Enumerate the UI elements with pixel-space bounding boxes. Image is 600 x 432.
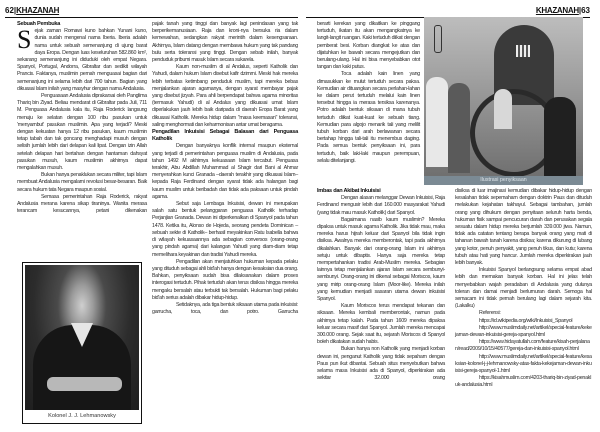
column-3-top	[317, 21, 420, 165]
paragraph: Sebut saja Lembaga Inkuisisi, dewan ini merupakan salah satu bentuk pelanggaran penguasa Katholik terhadap Perjanjian Granada. Dewan ini diperkenalkan di Spanyol pada tahun 1478. Ketika itu, Alonso de Hojeda, seorang pendeta Dominican –sebuah sekte di Katholik– berhasil meyakinkan Ratu Isabella bahwa di wilayah kekuasaannya ada sebagian conversos (orang-orang yang pindah agama) dari kalangan Yahudi yang diam-diam tetap memelihara keyakinan dan tradisi Yahudi mereka.	[152, 201, 298, 258]
section-heading: Imbas dan Akibat Inkuisisi	[317, 188, 381, 194]
paragraph: Bagaimana nasib kaum muslimin? Mereka dipaksa untuk masuk agama Katholik. Jika tidak mau, maka mereka harus hijrah keluar dari Spanyol bila tidak ingin disiksa. Awalnya mereka memberontak, tapi pada akhirnya dikalahkan. Banyak dari orang-orang Islam ini akhirnya setuju untuk dibaptis. Hanya saja mereka tetap mempertahankan tradisi Arab-Muslim mereka. Sebagian lainnya tetap menjalankan ajaran Islam secara sembunyi-sembunyi. Orang-orang ini dikenal sebagai Moriscos, kaum yang mirip orang-orang Islam (Moor-like). Mereka inilah yang kemudian menjadi sasaran utama dewan inkuisisi Spanyol.	[317, 216, 445, 303]
paragraph: Setidaknya, ada tiga bentuk siksaan utama pada inkuisisi: garrucha, toca, dan potro. Garrucha	[152, 301, 298, 316]
paragraph: Toca adalah kain linen yang dimasukkan ke mulut tertuduh secara paksa. Kemudian air dituangkan secara perlahan-lahan ke dalam perut tertuduh melalui kain linen tersebut hingga ia merasa tersiksa karenanya. Potro adalah bentuk siksaan di mana tubuh tertuduh diikat kuat-kuat ke sebuah tiang. Kemudian para algojo menarik tali yang melilit tubuh korban dari arah berlawanan secara bertahap hingga tali-tali itu menembus daging. Pada semua bentuk penyiksaan ini, para tertuduh, baik laki-laki maupun perempuan, selalu ditelanjangi.	[317, 71, 420, 164]
paragraph: Pengadilan akan menjatuhkan hukuman kepada pelaku yang dituduh sebagai ahli bid'ah hanya dengan kesaksian dua orang. Bahkan, penyiksaan sudah bisa dilaksanakan dalam proses interogasi tertuduh. Pihak tertuduh akan terus disiksa hingga mereka mengaku bersalah atau terbukti tak bersalah. Hukuman bagi pelaku bid'ah serius adalah dibakar hidup-hidup.	[152, 258, 298, 301]
drop-cap: S	[17, 25, 32, 55]
column-4	[455, 188, 592, 390]
paragraph: Bukan hanya penaklukan secara militer, tapi Islam membuat Andalusia mengalami revolusi besar-besaran. Baik secara hukum tata Negara maupun sosial.	[17, 172, 147, 193]
paragraph: berarti kerekan yang dikaitkan ke pinggang tertuduh, ikatan itu akan mengangkatnya ke langit-langit ruangan. Kaki tertuduh diikat dengan pemberat besi. Korban diangkat ke atas dan dijatuhkan ke bawah secara mengejutkan dan berulang-ulang. Hal ini bisa menyebabkan otot tangan dan kaki putus.	[317, 21, 420, 71]
reference-link[interactable]: http://www.muslimdaily.net/artikel/special-feature/kekejaman-dewan-inkuisisi-gereja-spanyol.html	[455, 324, 592, 339]
column-2	[152, 21, 298, 316]
paragraph: Sejak zaman Romawi kuno bahkan Yunani kuno, dunia sudah mengenal nama Iberia. Iberia adalah nama untuk sebuah semenanjung di ujung barat daya Eropa. Dengan luas keseluruhan 582.860 km², sekarang semenanjung ini diduduki oleh empat Negara. Spanyol, Portugal, Andorra, Gibraltar dan sedikit wilayah Prancis. Faktanya, muslimin pernah menguasai bagian dari semenanjung ini selama lebih dari 700 tahun. Bagian yang dikuasai Islam inilah yang masyhur dengan nama Andalusia.	[17, 25, 147, 92]
paragraph: pajak tanah yang tinggi dan banyak lagi penindasan yang tak berperikemanusiaan. Raja dan kroni-nya bersuka ria dalam kemewahan, sedangkan rakyat merintih dalam kesengsaraan. Akhirnya, Islam datang dengan membawa hukum yang tak pandang bulu serta toleransi yang tinggi. Dengan sebab inilah, banyak penduduk pribumi masuk Islam secara sukarela.	[152, 21, 298, 64]
paragraph: Dengan alasan melanggar Dewan Inkuisisi, Raja Ferdinand mengusir lebih dari 160.000 masyarakat Yahudi (yang tidak mau masuk Katholik) dari Spanyol.	[317, 195, 445, 216]
photo-caption: Kolonel J. J. Lehmanowsky	[48, 413, 116, 419]
reference-link[interactable]: http://www.muslimdaily.net/artikel/special-feature/kesaksian-kolonel-j-j-lehmanowsky-atas-fakta-kekejaman-dewan-inkuisisi-gereja-spanyol-1.html	[455, 353, 592, 375]
paragraph: Dengan banyaknya konflik internal maupun eksternal yang terjadi di pemerintahan penguasa muslim di Andalusia, pada tahun 1492 M akhirnya kekuasaan Islam tercabut. Penguasa terakhir, Abu Abdillah Muhammad al Shagir dari Bani al Ahmar menyerahkan kunci Granada –daerah terakhir yang dikuasai Islam– kepada Raja Ferdinand dengan syarat tidak ada halangan bagi kaum muslim untuk beribadah dan tidak ada paksaan untuk pindah agama.	[152, 143, 298, 200]
page-number: 63	[581, 6, 590, 15]
portrait-photo	[25, 265, 139, 410]
reference-link[interactable]: https://kisahmuslim.com/4203-thariq-bin-ziyad-penakluk-andalusia.html	[455, 375, 592, 389]
paragraph: Kaum Moriscos terus mendapat tekanan dan siksaan. Mereka kembali memberontak, namun pada akhirnya tetap kalah. Pada tahun 1609 mereka dipaksa keluar secara masif dari Spanyol. Jumlah mereka mencapai 300.000 orang. Sejak saat itu, sejarah Moriscos di Spanyol boleh dikatakan sudah habis.	[317, 303, 445, 346]
paragraph: Bukan hanya non Katholik yang menjadi korban dewan ini, penganut Katholik yang tidak sepaham dengan Paus pun ikut dibantai. Sebuah situs menyebutkan bahwa selama masa Inkuisisi ada di Spanyol, diperkirakan ada sekitar 32.000 orang	[317, 346, 445, 382]
torture-illustration	[424, 17, 583, 185]
paragraph: disiksa di luar imajinasi kemudian dibakar hidup-hidup dengan kesalahan tidak sepemaham dengan doktrin Paus dan dituduh melakukan kejahatan takhayul. Sebagai tambahan, jumlah orang yang dihukum dengan penyitaan seluruh harta benda, hukuman fisik sampai pencucuran darah dan perusakan segala sesuatu dalam hidup mereka berjumlah 339.000 jiwa. Namun, tidak ada catatan tentang berapa banyak orang yang mati di tahanan bawah tanah karena disiksa; karena dikurung di lubang yang kotor, penuh penyakit, yang penuh tikus, dan kutu; karena tubuh atau hati yang hancur. Jumlah mereka diperkirakan jauh lebih banyak.	[455, 188, 592, 267]
reference-link[interactable]: https://www.hidayatullah.com/feature/kisah-perjalanan/read/2009/10/15/40577/gereja-dan-inkuisisi-spanyol.html	[455, 339, 590, 353]
portrait-figure	[22, 262, 142, 424]
references-label: Referensi:	[479, 310, 501, 317]
section-title: KHAZANAH	[535, 6, 579, 15]
header-rule	[5, 17, 298, 18]
paragraph: Semasa pemerintahan Raja Roderick, rakyat Andalusia merana karena sikap tiraninya. Wanita merasa terancam kesucannya, petani dikenakan	[17, 193, 147, 215]
column-3-bottom	[317, 188, 445, 382]
paragraph: Penguasaan Andalusia diprakarsai oleh Panglima Thariq bin Ziyad. Beliau mendarat di Gibraltar pada Juli, 711 M. Penguasa Andalusia kala itu, Raja Roderick langsung menuju ke selatan dengan 100 ribu pasukan untuk 'menyambut' pasukan muslimin. Apa yang terjadi? Meski dengan kekuatan hanya 12 ribu pasukan, kaum muslimin tetap tabah dan tak goncang menghadapi musuh dengan selisih jumlah lebih dari delapan kali lipat. Dengan izin Allah setelah delapan hari bertahan dengan hantaman dahsyat pasukan musuh, kaum muslimin akhirnya dapat mengalahkan musuh.	[17, 93, 147, 172]
left-page-header	[5, 6, 59, 15]
column-1	[17, 21, 147, 215]
section-heading: Pengadilan Inkuisisi Sebagai Balasan dari Penguasa Katholik	[152, 129, 298, 143]
illustration-caption: Ilustrasi penyiksaan	[424, 176, 583, 185]
header-separator: |	[13, 6, 17, 15]
page-number: 62	[5, 6, 14, 15]
reference-link[interactable]: https://id.wikipedia.org/wiki/Inkuisisi_Spanyol	[479, 317, 573, 324]
paragraph: Kaum non-muslim di al Andalus, seperti Katholik dan Yahudi, dalam hukum Islam disebut kafir dzimmi. Meski hak mereka lebih terbatas ketimbang penduduk muslim, tapi mereka bebas menjalankan ajaran agamanya, dengan syarat membayar pajak yang disebut jizyah. Para ahli berpendapat bahwa agama minoritas (termasuk Yahudi) di al Andalus yang dikuasai umat Islam diperlakukan jauh lebih baik daripada di daerah Eropa Barat yang dikuasai Katholik. Mereka hidup dalam "masa keemasan" toleransi, saling menghormati dan keharmonisan antar umat beragama.	[152, 64, 298, 128]
section-heading: Sebuah Pembuka	[17, 21, 61, 27]
section-title: KHAZANAH	[16, 6, 60, 15]
header-separator: |	[578, 6, 582, 15]
right-page-header	[536, 6, 590, 15]
paragraph: Inkuisisi Spanyol berlangsung selama empat abad lebih dan memakan banyak korban. Hal ini jelas telah menyebabkan wajah peradaban di Andalusia yang dulunya toleran dan damai menjadi berlumuran darah. Semoga hal semacam ini tidak pernah berulang lagi dalam sejarah kita. (Lakalku)	[455, 267, 592, 310]
